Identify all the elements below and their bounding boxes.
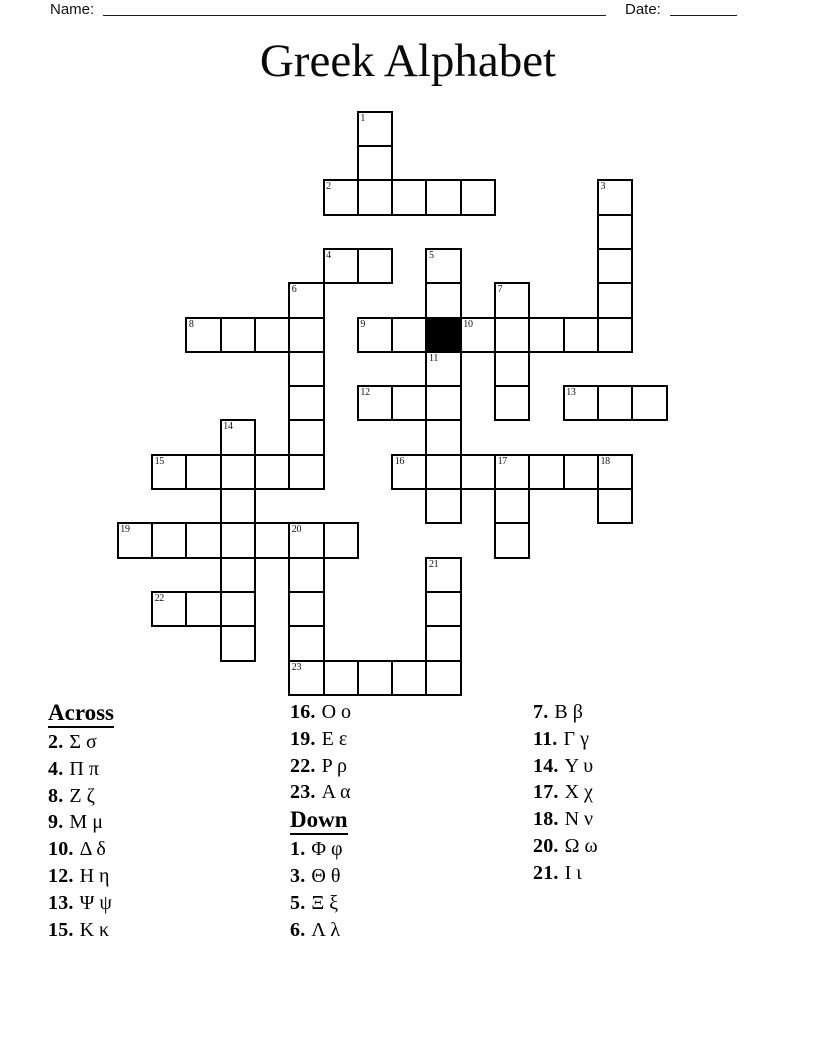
across-header-label: Across bbox=[48, 700, 114, 728]
grid-cell[interactable] bbox=[220, 419, 256, 455]
cell-number: 21 bbox=[428, 558, 439, 570]
clue-item bbox=[290, 754, 351, 781]
grid-cell[interactable] bbox=[185, 454, 221, 490]
clue-letters: Σ σ bbox=[69, 731, 97, 753]
down-header bbox=[290, 807, 351, 837]
grid-cell[interactable] bbox=[288, 282, 324, 318]
grid-cell[interactable] bbox=[597, 179, 633, 215]
clue-item bbox=[290, 700, 351, 727]
grid-cell[interactable] bbox=[425, 385, 461, 421]
grid-cell[interactable] bbox=[185, 591, 221, 627]
grid-cell[interactable] bbox=[425, 454, 461, 490]
clue-number: 2. bbox=[48, 731, 64, 753]
clue-letters: Z ζ bbox=[69, 784, 95, 807]
grid-cell[interactable] bbox=[494, 282, 530, 318]
grid-cell[interactable] bbox=[597, 317, 633, 353]
clue-letters: A α bbox=[321, 781, 351, 804]
grid-cell[interactable] bbox=[288, 317, 324, 353]
grid-cell[interactable] bbox=[288, 591, 324, 627]
grid-cell[interactable] bbox=[528, 454, 564, 490]
cell-number: 11 bbox=[428, 352, 439, 364]
grid-cell[interactable] bbox=[254, 522, 290, 558]
clue-number: 12. bbox=[48, 864, 74, 887]
grid-cell[interactable] bbox=[494, 488, 530, 524]
grid-cell[interactable] bbox=[220, 454, 256, 490]
clue-letters: X χ bbox=[564, 781, 593, 804]
clue-letters: B β bbox=[554, 701, 583, 723]
clue-letters: Φ φ bbox=[311, 838, 343, 861]
cell-number: 6 bbox=[291, 284, 297, 296]
page-title: Greek Alphabet bbox=[259, 35, 557, 87]
clue-letters: H η bbox=[79, 864, 110, 887]
grid-cell[interactable] bbox=[563, 317, 599, 353]
grid-cell[interactable] bbox=[288, 557, 324, 593]
grid-cell[interactable] bbox=[151, 522, 187, 558]
clue-item bbox=[48, 730, 114, 757]
grid-cell[interactable] bbox=[288, 351, 324, 387]
cell-number: 2 bbox=[326, 181, 331, 193]
grid-cell[interactable] bbox=[597, 385, 633, 421]
clue-letters: P ρ bbox=[321, 754, 347, 777]
grid-cell[interactable] bbox=[254, 317, 290, 353]
grid-cell[interactable] bbox=[494, 522, 530, 558]
clue-letters: Λ λ bbox=[311, 918, 341, 941]
grid-cell[interactable] bbox=[220, 591, 256, 627]
cell-number: 1 bbox=[360, 112, 366, 124]
grid-cell[interactable] bbox=[597, 214, 633, 250]
grid-cell[interactable] bbox=[357, 111, 393, 147]
grid-cell[interactable] bbox=[323, 522, 359, 558]
grid-cell[interactable] bbox=[460, 317, 496, 353]
clue-item bbox=[533, 754, 598, 781]
clue-item bbox=[290, 837, 351, 864]
grid-cell[interactable] bbox=[460, 454, 496, 490]
clue-number: 8. bbox=[48, 784, 64, 807]
clue-item bbox=[48, 891, 114, 918]
grid-cell[interactable] bbox=[528, 317, 564, 353]
grid-cell[interactable] bbox=[563, 454, 599, 490]
clue-item bbox=[533, 834, 598, 861]
clue-letters: Θ θ bbox=[311, 864, 341, 887]
clue-letters: Ω ω bbox=[564, 834, 598, 857]
clue-number: 3. bbox=[290, 864, 306, 887]
clue-item bbox=[48, 837, 114, 864]
clue-letters: N ν bbox=[564, 808, 594, 831]
grid-cell[interactable] bbox=[220, 488, 256, 524]
clue-item bbox=[533, 727, 598, 754]
cell-number: 17 bbox=[497, 455, 507, 467]
clue-number: 16. bbox=[290, 701, 316, 723]
clue-number: 22. bbox=[290, 754, 316, 777]
clue-number: 14. bbox=[533, 754, 559, 777]
grid-cell[interactable] bbox=[254, 454, 290, 490]
clue-number: 21. bbox=[533, 861, 559, 884]
clue-item bbox=[533, 861, 598, 888]
date-input-line[interactable] bbox=[670, 15, 737, 16]
grid-cell[interactable] bbox=[288, 660, 324, 696]
grid-cell[interactable] bbox=[288, 522, 324, 558]
clue-number: 17. bbox=[533, 781, 559, 804]
cell-number: 9 bbox=[360, 318, 366, 330]
grid-cell[interactable] bbox=[220, 625, 256, 661]
grid-cell[interactable] bbox=[288, 454, 324, 490]
grid-cell[interactable] bbox=[357, 145, 393, 181]
grid-cell[interactable] bbox=[391, 660, 427, 696]
cell-number: 5 bbox=[428, 249, 434, 261]
clue-number: 19. bbox=[290, 727, 316, 750]
clue-item bbox=[290, 891, 351, 918]
grid-cell[interactable] bbox=[425, 351, 461, 387]
clue-number: 18. bbox=[533, 808, 559, 831]
clue-number: 13. bbox=[48, 891, 74, 914]
clue-item bbox=[290, 727, 351, 754]
cell-number: 19 bbox=[120, 524, 130, 536]
down-header-label: Down bbox=[290, 807, 348, 835]
clue-letters: Δ δ bbox=[79, 838, 106, 861]
clue-number: 20. bbox=[533, 834, 559, 857]
clue-number: 6. bbox=[290, 918, 306, 941]
grid-cell[interactable] bbox=[220, 522, 256, 558]
clue-column-2 bbox=[290, 700, 351, 944]
grid-cell[interactable] bbox=[323, 248, 359, 284]
clue-item bbox=[290, 918, 351, 945]
grid-cell[interactable] bbox=[185, 317, 221, 353]
clue-item bbox=[290, 780, 351, 807]
clue-number: 1. bbox=[290, 838, 306, 861]
grid-cell[interactable] bbox=[117, 522, 153, 558]
clue-letters: M μ bbox=[69, 811, 103, 834]
grid-cell[interactable] bbox=[391, 179, 427, 215]
clue-column-3 bbox=[533, 700, 598, 888]
clue-number: 4. bbox=[48, 757, 64, 780]
grid-cell[interactable] bbox=[391, 454, 427, 490]
cell-number: 16 bbox=[394, 455, 405, 467]
grid-cell[interactable] bbox=[323, 660, 359, 696]
grid-cell[interactable] bbox=[357, 248, 393, 284]
cell-number: 3 bbox=[600, 181, 606, 193]
grid-cell[interactable] bbox=[597, 248, 633, 284]
clue-number: 7. bbox=[533, 701, 549, 723]
cell-number: 7 bbox=[497, 284, 503, 296]
clue-letters: I ι bbox=[564, 861, 582, 884]
cell-number: 10 bbox=[463, 318, 473, 330]
grid-cell[interactable] bbox=[391, 317, 427, 353]
clue-letters: Π π bbox=[69, 757, 99, 780]
clue-letters: O o bbox=[321, 701, 352, 723]
clue-letters: K κ bbox=[79, 918, 110, 941]
cell-number: 15 bbox=[154, 455, 164, 467]
grid-cell[interactable] bbox=[357, 385, 393, 421]
clue-item bbox=[533, 700, 598, 727]
grid-cell[interactable] bbox=[357, 660, 393, 696]
grid-cell[interactable] bbox=[425, 625, 461, 661]
cell-number: 18 bbox=[600, 455, 610, 467]
grid-cell[interactable] bbox=[494, 454, 530, 490]
grid-cell[interactable] bbox=[631, 385, 667, 421]
grid-cell[interactable] bbox=[494, 317, 530, 353]
clue-number: 11. bbox=[533, 727, 558, 750]
cell-number: 4 bbox=[326, 249, 331, 261]
grid-cell[interactable] bbox=[425, 557, 461, 593]
clue-item bbox=[48, 864, 114, 891]
grid-cell[interactable] bbox=[288, 385, 324, 421]
clue-letters: Ψ ψ bbox=[79, 891, 112, 914]
cell-number: 23 bbox=[291, 661, 302, 673]
clue-column-1 bbox=[48, 700, 114, 944]
clue-item bbox=[48, 757, 114, 784]
clue-item bbox=[533, 780, 598, 807]
grid-cell[interactable] bbox=[425, 419, 461, 455]
grid-cell[interactable] bbox=[220, 317, 256, 353]
grid-cell[interactable] bbox=[151, 591, 187, 627]
cell-number: 22 bbox=[154, 592, 164, 604]
grid-cell-black bbox=[425, 317, 461, 353]
grid-cell[interactable] bbox=[288, 625, 324, 661]
grid-cell[interactable] bbox=[288, 419, 324, 455]
grid-cell[interactable] bbox=[597, 488, 633, 524]
grid-cell[interactable] bbox=[185, 522, 221, 558]
grid-cell[interactable] bbox=[494, 385, 530, 421]
grid-cell[interactable] bbox=[563, 385, 599, 421]
grid-cell[interactable] bbox=[357, 317, 393, 353]
date-label: Date: bbox=[625, 1, 661, 18]
clue-letters: Γ γ bbox=[563, 727, 589, 750]
across-header bbox=[48, 700, 114, 730]
cell-number: 8 bbox=[188, 318, 194, 330]
name-label: Name: bbox=[50, 1, 95, 18]
grid-cell[interactable] bbox=[494, 351, 530, 387]
grid-cell[interactable] bbox=[460, 179, 496, 215]
clue-number: 10. bbox=[48, 838, 74, 861]
clue-letters: E ε bbox=[321, 727, 348, 750]
grid-cell[interactable] bbox=[357, 179, 393, 215]
grid-cell[interactable] bbox=[425, 248, 461, 284]
clue-letters: Ξ ξ bbox=[311, 891, 339, 914]
grid-cell[interactable] bbox=[220, 557, 256, 593]
clue-number: 5. bbox=[290, 891, 306, 914]
cell-number: 12 bbox=[360, 387, 370, 399]
grid-cell[interactable] bbox=[425, 660, 461, 696]
clue-item bbox=[533, 807, 598, 834]
grid-cell[interactable] bbox=[151, 454, 187, 490]
clue-number: 9. bbox=[48, 811, 64, 834]
cell-number: 20 bbox=[291, 524, 302, 536]
grid-cell[interactable] bbox=[391, 385, 427, 421]
clue-item bbox=[48, 918, 114, 945]
cell-number: 14 bbox=[223, 421, 233, 433]
grid-cell[interactable] bbox=[425, 591, 461, 627]
cell-number: 13 bbox=[566, 387, 576, 399]
grid-cell[interactable] bbox=[425, 282, 461, 318]
grid-cell[interactable] bbox=[425, 179, 461, 215]
grid-cell[interactable] bbox=[597, 454, 633, 490]
clue-number: 15. bbox=[48, 918, 74, 941]
name-input-line[interactable] bbox=[103, 15, 606, 16]
grid-cell[interactable] bbox=[597, 282, 633, 318]
clue-item bbox=[290, 864, 351, 891]
clue-item bbox=[48, 784, 114, 811]
grid-cell[interactable] bbox=[425, 488, 461, 524]
grid-cell[interactable] bbox=[323, 179, 359, 215]
clue-letters: Y υ bbox=[564, 754, 594, 777]
clue-item bbox=[48, 810, 114, 837]
clue-number: 23. bbox=[290, 781, 316, 804]
